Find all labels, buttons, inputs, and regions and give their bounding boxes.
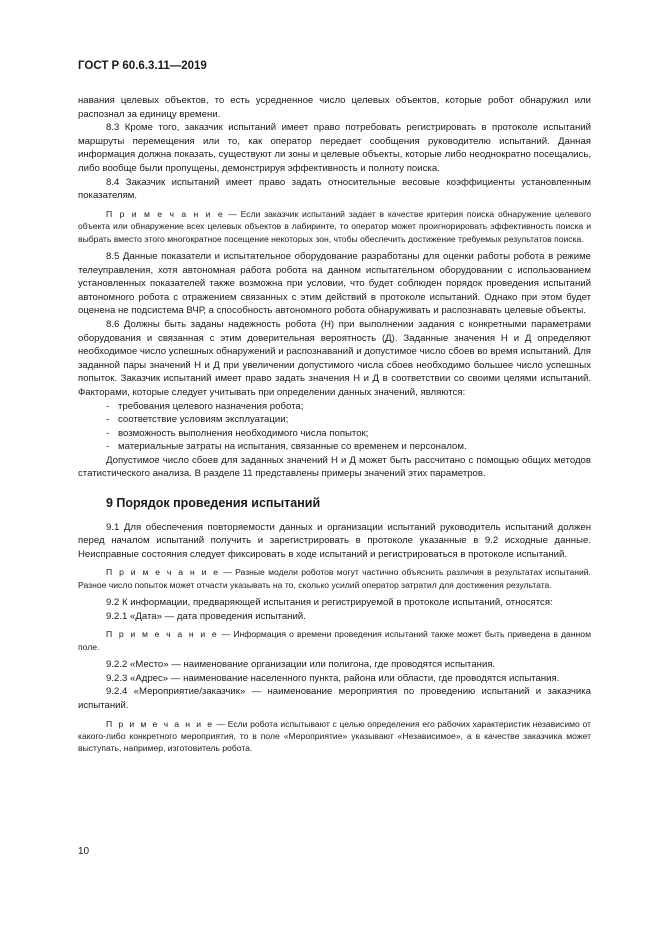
paragraph-9-2-1: 9.2.1 «Дата» — дата проведения испытаний. <box>106 610 306 622</box>
document-header: ГОСТ Р 60.6.3.11—2019 <box>78 60 207 72</box>
note-2: П р и м е ч а н и е — Разные модели роботов могут частично объяснить различия в результатах испытаний. Разное число попыток может отчасти указывать на то, сколько усилий оператор затратил для достижения результата. <box>78 567 591 590</box>
paragraph-intro: навания целевых объектов, то есть усредненное число целевых объектов, которые робот обнаружил или распознал за единицу времени. <box>78 95 591 120</box>
page-number: 10 <box>78 846 90 857</box>
paragraph-allowed-failures: Допустимое число сбоев для заданных значений Н и Д может быть рассчитано с помощью общих методов статистического анализа. В разделе 11 представлены примеры значений этих параметров. <box>78 454 591 480</box>
paragraph-9-1: 9.1 Для обеспечения повторяемости данных и организации испытаний руководитель испытаний должен перед началом испытаний получить и зарегистрировать в протоколе указанные в 9.2 исходные данные. Неисправные состояния следует фиксировать в ходе испытаний и регистрироваться в протоколе испытаний. <box>78 521 591 560</box>
note-3: П р и м е ч а н и е — Информация о времени проведения испытаний также может быть приведена в данном поле. <box>78 629 591 652</box>
note-label: П р и м е ч а н и е <box>106 567 220 578</box>
paragraph-8-5: 8.5 Данные показатели и испытательное оборудование разработаны для оценки работы робота в режиме телеуправления, хотя автономная работа робота на данном испытательном оборудовании с использованием установленных показателей также возможна при условии, что будет соблюден порядок проведения испытаний автономного робота с отражением связанных с этим действий в протоколе испытаний. Однако при этом будет оценена не подсистема ВЧР, а способность автономного робота обнаруживать и распознавать целевые объекты. <box>78 250 591 317</box>
note-4-text: Если робота испытывают с целью определения его рабочих характеристик независимо от какого-либо конкретного мероприятия, то в поле «Мероприятие» указывают «Независимое», а в качестве заказчика может выступать, например, изготовитель робота. <box>78 718 591 754</box>
list-item: - возможность выполнения необходимого числа попыток; <box>106 427 591 441</box>
paragraph-8-4: 8.4 Заказчик испытаний имеет право задать относительные весовые коэффициенты установленным показателям. <box>78 176 591 202</box>
note-1: П р и м е ч а н и е — Если заказчик испытаний задает в качестве критерия поиска обнаружение целевого объекта или обнаружение всех целевых объектов в лабиринте, то оператор может проигнорировать эффективность поиска и выбрать вместо этого многократное посещение некоторых зон, чтобы обеспечить достижение требуемых результатов поиска. <box>78 208 592 244</box>
paragraph-9-2-3: 9.2.3 «Адрес» — наименование населенного пункта, района или области, где проводятся испытания. <box>106 672 560 684</box>
note-label: П р и м е ч а н и е <box>106 208 225 219</box>
note-label: П р и м е ч а н и е <box>106 718 214 729</box>
paragraph-8-3: 8.3 Кроме того, заказчик испытаний имеет право потребовать регистрировать в протоколе испытаний маршруты перемещения или то, как оператор передает сообщения руководителю испытаний. Данная информация должна показать, существуют ли зоны и целевые объекты, которые либо неоднократно посещались, либо вообще были пропущены, демонстрируя эффективность и полноту поиска. <box>78 122 591 174</box>
factors-list <box>78 400 591 454</box>
note-label: П р и м е ч а н и е <box>106 629 219 640</box>
paragraph-9-2-2: 9.2.2 «Место» — наименование организации или полигона, где проводятся испытания. <box>106 659 496 671</box>
paragraph-8-6: 8.6 Должны быть заданы надежность робота (Н) при выполнении задания с конкретными параметрами оборудования и связанная с этим доверительная вероятность (Д). Заданные значения Н и Д определяют необходимое число успешных обнаружений и распознаваний и допустимое число сбоев во время испытаний. Для заданной пары значений Н и Д при увеличении допустимого числа сбоев необходимо большее число успешных попыток. Заказчик испытаний имеет право задать значения Н и Д в соответствии со своими целями испытаний. Факторами, которые следует учитывать при определении данных значений, являются: <box>78 318 591 398</box>
list-item: - соответствие условиям эксплуатации; <box>106 413 591 427</box>
list-item: - материальные затраты на испытания, связанные со временем и персоналом. <box>106 440 591 454</box>
note-4: П р и м е ч а н и е — Если робота испытывают с целью определения его рабочих характеристик независимо от какого-либо конкретного мероприятия, то в поле «Мероприятие» указывают «Независимое», а в качестве заказчика может выступать, например, изготовитель робота. <box>78 718 591 754</box>
note-1-text: Если заказчик испытаний задает в качестве критерия поиска обнаружение целевого объекта или обнаружение всех целевых объектов в лабиринте, то оператор может проигнорировать эффективность поиска и выбрать вместо этого многократное посещение некоторых зон, чтобы обеспечить достижение требуемых результатов поиска. <box>78 208 592 244</box>
section-9-heading: 9 Порядок проведения испытаний <box>106 496 321 511</box>
list-item: - требования целевого назначения робота; <box>106 400 591 414</box>
paragraph-9-2: 9.2 К информации, предваряющей испытания и регистрируемой в протоколе испытаний, относятся: <box>106 597 553 609</box>
document-body <box>78 94 591 760</box>
note-2-text: Разные модели роботов могут частично объяснить различия в результатах испытаний. Разное число попыток может отчасти указывать на то, сколько усилий оператор затратил для достижения результата. <box>78 567 591 590</box>
paragraph-9-2-4: 9.2.4 «Мероприятие/заказчик» — наименование мероприятия по проведению испытаний и заказчика испытаний. <box>78 686 591 712</box>
note-3-text: Информация о времени проведения испытаний также может быть приведена в данном поле. <box>78 629 591 652</box>
